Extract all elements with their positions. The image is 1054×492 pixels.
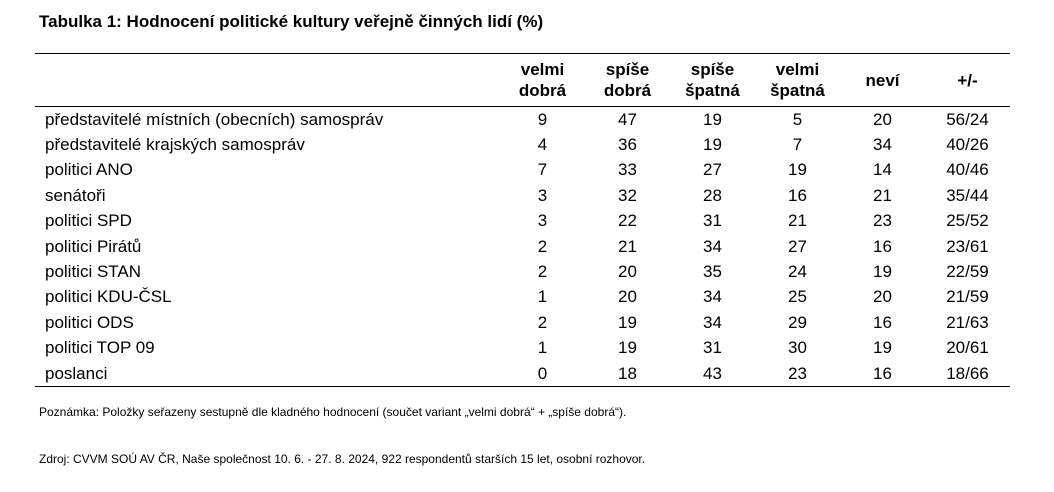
row-value: 56/24 — [946, 109, 989, 129]
table-row — [35, 107, 1010, 132]
row-value: 2 — [537, 236, 548, 256]
row-value: 43 — [703, 363, 722, 383]
row-value: 40/46 — [946, 160, 989, 180]
table-source: Zdroj: CVVM SOÚ AV ČR, Naše společnost 10. 6. - 27. 8. 2024, 922 respondentů starších 15 let, osobní rozhovor. — [39, 452, 646, 466]
table-row — [35, 132, 1010, 157]
row-label: politici SPD — [45, 211, 132, 231]
row-value: 0 — [537, 363, 548, 383]
row-value: 23 — [873, 211, 892, 231]
row-value: 33 — [618, 160, 637, 180]
row-value: 19 — [873, 262, 892, 282]
row-label: poslanci — [45, 363, 108, 383]
row-value: 7 — [792, 135, 803, 155]
header-label-spacer — [35, 54, 500, 106]
row-label: politici ANO — [45, 160, 133, 180]
header-spise-dobra: spíše dobrá — [603, 60, 652, 100]
table-row — [35, 183, 1010, 208]
table-note: Poznámka: Položky seřazeny sestupně dle kladného hodnocení (součet variant „velmi dobrá“ + „spíše dobrá“). — [39, 405, 627, 419]
row-label: politici ODS — [45, 312, 134, 332]
row-value: 40/26 — [946, 135, 989, 155]
table-row — [35, 361, 1010, 386]
row-value: 31 — [703, 338, 722, 358]
row-value: 9 — [537, 109, 548, 129]
row-value: 2 — [537, 262, 548, 282]
row-value: 1 — [537, 287, 548, 307]
row-value: 16 — [788, 185, 807, 205]
header-nevi: neví — [865, 70, 900, 90]
row-value: 27 — [788, 236, 807, 256]
row-value: 19 — [703, 135, 722, 155]
table-header — [35, 54, 1010, 107]
header-plus-minus: +/- — [957, 70, 978, 90]
row-value: 24 — [788, 262, 807, 282]
table-row — [35, 234, 1010, 259]
row-value: 21 — [873, 185, 892, 205]
row-value: 4 — [537, 135, 548, 155]
row-value: 23/61 — [946, 236, 989, 256]
row-value: 30 — [788, 338, 807, 358]
row-value: 20 — [618, 287, 637, 307]
row-value: 3 — [537, 185, 548, 205]
header-spise-spatna: spíše špatná — [685, 60, 740, 100]
row-value: 35/44 — [946, 185, 989, 205]
row-value: 25/52 — [946, 211, 989, 231]
row-value: 19 — [873, 338, 892, 358]
row-value: 1 — [537, 338, 548, 358]
row-value: 3 — [537, 211, 548, 231]
row-value: 19 — [618, 312, 637, 332]
row-value: 28 — [703, 185, 722, 205]
table-row — [35, 336, 1010, 361]
row-value: 20 — [618, 262, 637, 282]
table-row — [35, 209, 1010, 234]
header-velmi-dobra: velmi dobrá — [518, 60, 567, 100]
row-value: 22/59 — [946, 262, 989, 282]
row-value: 27 — [703, 160, 722, 180]
row-value: 22 — [618, 211, 637, 231]
header-velmi-spatna: velmi špatná — [770, 60, 825, 100]
row-label: představitelé místních (obecních) samospráv — [45, 109, 384, 129]
table-row — [35, 310, 1010, 335]
row-value: 21/59 — [946, 287, 989, 307]
row-value: 19 — [703, 109, 722, 129]
row-value: 34 — [703, 236, 722, 256]
row-label: politici Pirátů — [45, 236, 142, 256]
row-value: 16 — [873, 236, 892, 256]
row-value: 16 — [873, 312, 892, 332]
table-body — [35, 107, 1010, 386]
row-value: 7 — [537, 160, 548, 180]
row-value: 25 — [788, 287, 807, 307]
table-row — [35, 259, 1010, 284]
data-table — [35, 53, 1010, 387]
row-value: 20 — [873, 109, 892, 129]
row-value: 21 — [788, 211, 807, 231]
row-value: 5 — [792, 109, 803, 129]
row-label: senátoři — [45, 185, 106, 205]
row-value: 14 — [873, 160, 892, 180]
row-value: 34 — [873, 135, 892, 155]
row-value: 32 — [618, 185, 637, 205]
row-value: 19 — [788, 160, 807, 180]
row-value: 18 — [618, 363, 637, 383]
table-row — [35, 285, 1010, 310]
row-value: 29 — [788, 312, 807, 332]
row-value: 2 — [537, 312, 548, 332]
row-value: 21 — [618, 236, 637, 256]
row-value: 16 — [873, 363, 892, 383]
row-value: 34 — [703, 312, 722, 332]
row-value: 20/61 — [946, 338, 989, 358]
row-value: 19 — [618, 338, 637, 358]
row-label: politici STAN — [45, 262, 142, 282]
row-label: politici KDU-ČSL — [45, 287, 172, 307]
table-row — [35, 158, 1010, 183]
row-value: 34 — [703, 287, 722, 307]
row-value: 31 — [703, 211, 722, 231]
row-value: 35 — [703, 262, 722, 282]
row-value: 47 — [618, 109, 637, 129]
table-title: Tabulka 1: Hodnocení politické kultury veřejně činných lidí (%) — [39, 12, 544, 31]
row-label: politici TOP 09 — [45, 338, 155, 358]
row-value: 23 — [788, 363, 807, 383]
row-value: 36 — [618, 135, 637, 155]
row-label: představitelé krajských samospráv — [45, 135, 305, 155]
row-value: 21/63 — [946, 312, 989, 332]
row-value: 18/66 — [946, 363, 989, 383]
row-value: 20 — [873, 287, 892, 307]
